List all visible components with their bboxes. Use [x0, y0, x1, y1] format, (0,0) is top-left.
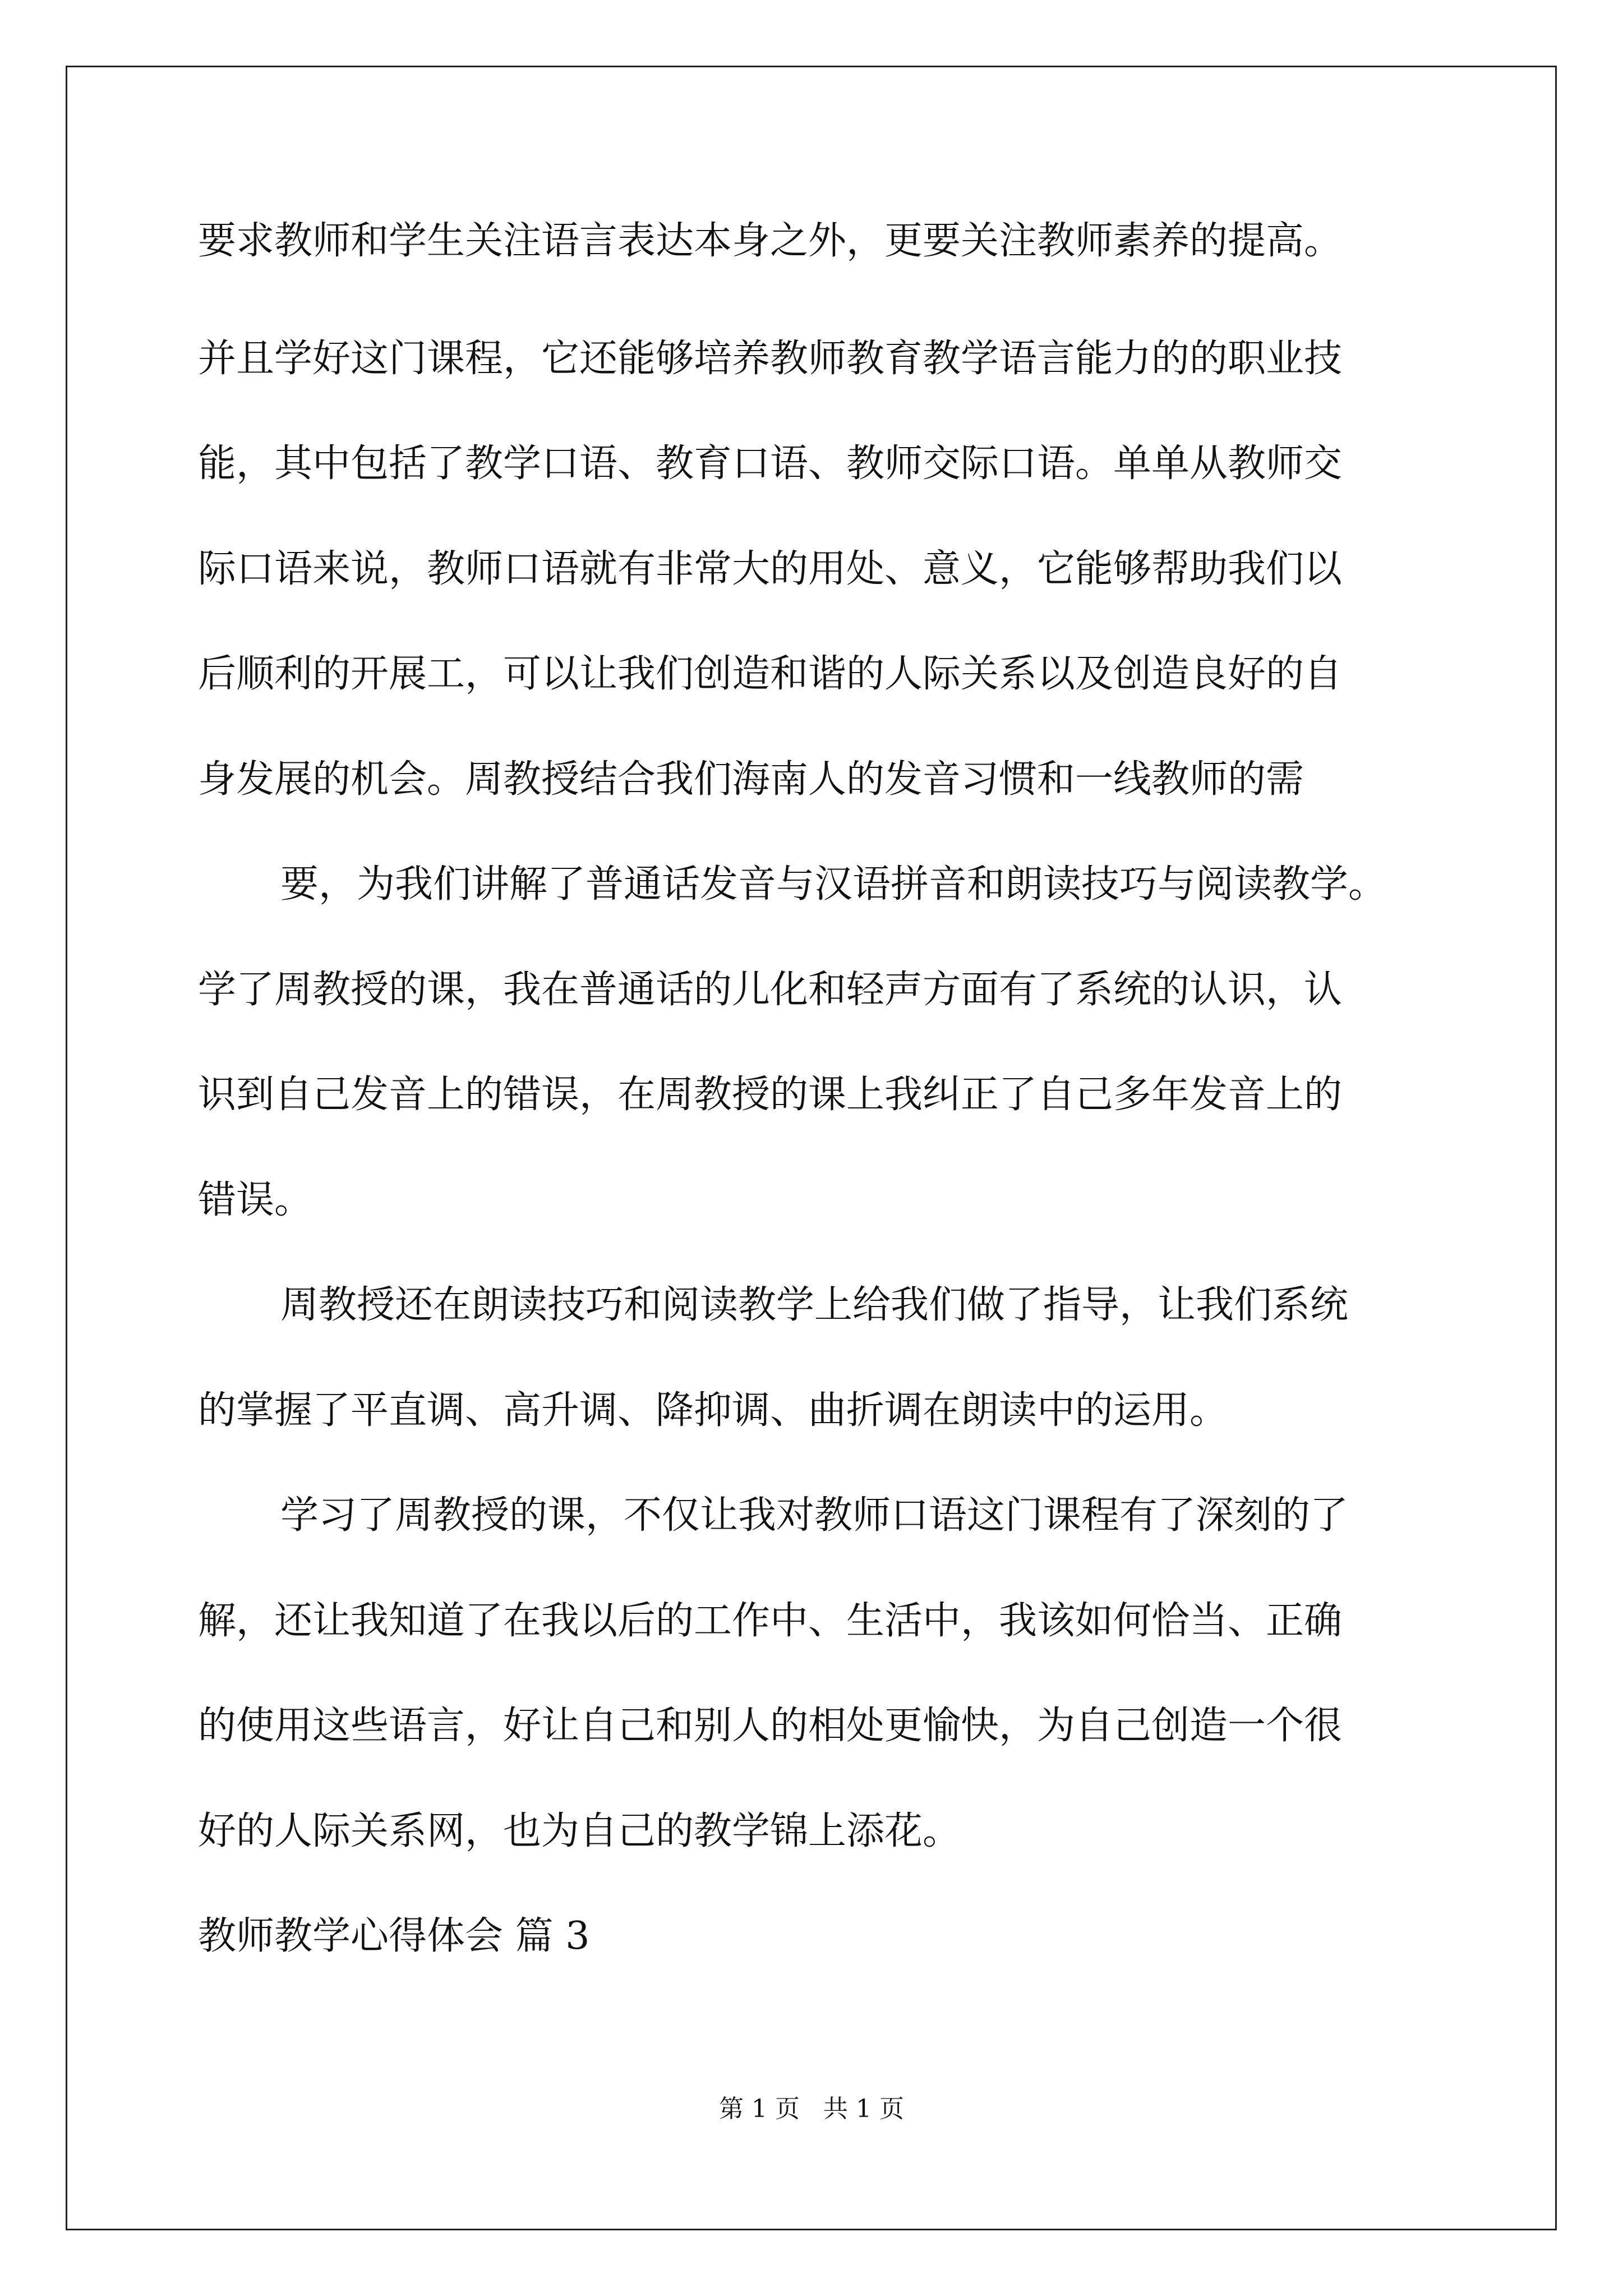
body-text-line-7: 要，为我们讲解了普通话发音与汉语拼音和朗读技巧与阅读教学。: [280, 862, 1387, 907]
body-text-line-4: 际口语来说，教师口语就有非常大的用处、意义，它能够帮助我们以: [198, 547, 1343, 591]
body-text-line-12: 的掌握了平直调、高升调、降抑调、曲折调在朗读中的运用。: [198, 1388, 1228, 1433]
body-text-line-10: 错误。: [198, 1178, 313, 1222]
body-text-line-13: 学习了周教授的课，不仅让我对教师口语这门课程有了深刻的了: [280, 1493, 1349, 1538]
body-text-line-11: 周教授还在朗读技巧和阅读教学上给我们做了指导，让我们系统: [280, 1283, 1349, 1327]
page-border: [66, 66, 1557, 2230]
section-heading: 教师教学心得体会 篇 3: [198, 1914, 590, 1958]
page-footer: 第 1 页 共 1 页: [719, 2095, 904, 2123]
body-text-line-5: 后顺利的开展工，可以让我们创造和谐的人际关系以及创造良好的自: [198, 652, 1343, 696]
body-text-line-14: 解，还让我知道了在我以后的工作中、生活中，我该如何恰当、正确: [198, 1599, 1343, 1643]
body-text-line-9: 识到自己发音上的错误，在周教授的课上我纠正了自己多年发音上的: [198, 1073, 1343, 1117]
body-text-line-15: 的使用这些语言，好让自己和别人的相处更愉快，为自己创造一个很: [198, 1704, 1343, 1748]
body-text-line-2: 并且学好这门课程，它还能够培养教师教育教学语言能力的的职业技: [198, 337, 1343, 381]
body-text-line-8: 学了周教授的课，我在普通话的儿化和轻声方面有了系统的认识，认: [198, 968, 1343, 1012]
body-text-line-6: 身发展的机会。周教授结合我们海南人的发音习惯和一线教师的需: [198, 757, 1304, 802]
body-text-line-3: 能，其中包括了教学口语、教育口语、教师交际口语。单单从教师交: [198, 441, 1343, 486]
body-text-line-16: 好的人际关系网，也为自己的教学锦上添花。: [198, 1809, 961, 1853]
body-text-line-1: 要求教师和学生关注语言表达本身之外，更要关注教师素养的提高。: [198, 219, 1343, 263]
